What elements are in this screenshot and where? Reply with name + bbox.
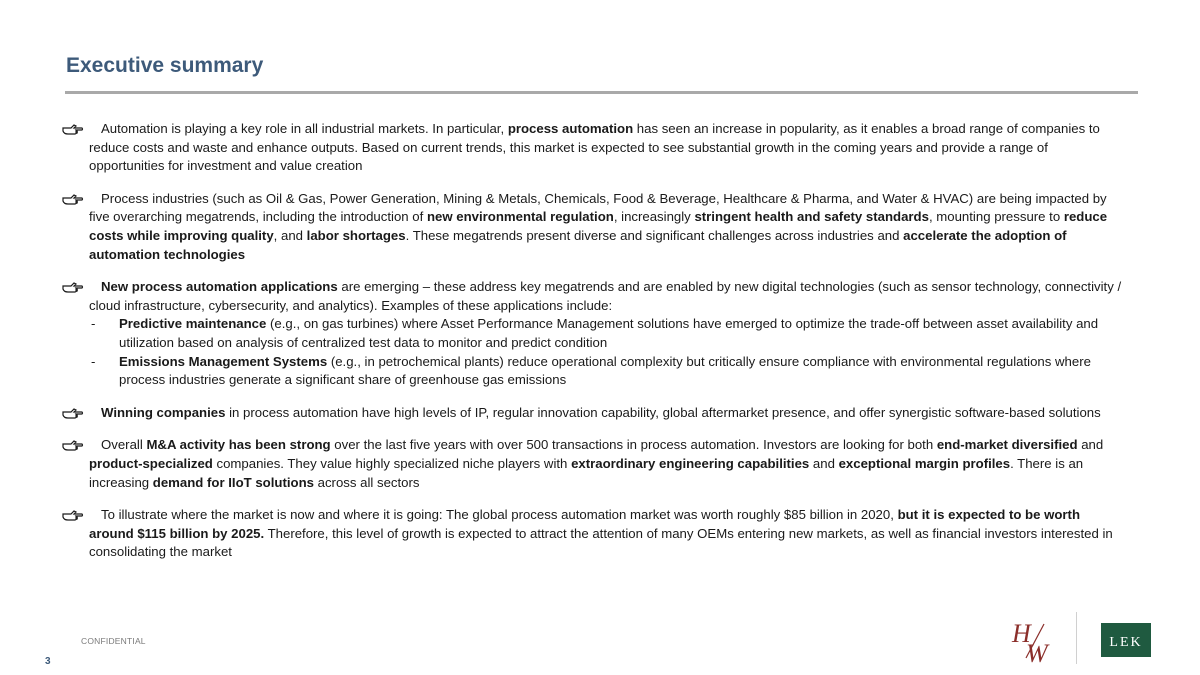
bullet-text-part: . There is an increasing bbox=[89, 455, 1084, 490]
sub-bullet-text bbox=[119, 353, 1122, 390]
bullet-text-bold: but it is expected to be worth around $115 billion by 2025. bbox=[89, 507, 1081, 541]
bullet-item bbox=[60, 404, 1122, 423]
bullet-text-bold: end-market diversified bbox=[936, 437, 1078, 453]
bullet-text-bold: demand for IIoT solutions bbox=[152, 474, 314, 490]
hw-logo bbox=[1010, 618, 1062, 664]
sub-bullet-item bbox=[89, 353, 1122, 390]
sub-bullet-text bbox=[119, 315, 1122, 352]
bullet-text-part: , mounting pressure to bbox=[928, 209, 1064, 225]
bullet-text bbox=[89, 190, 1122, 264]
bullet-text-part: Overall bbox=[101, 437, 147, 453]
sub-bullet-bold: Predictive maintenance bbox=[119, 316, 267, 332]
pointing-hand-icon bbox=[62, 508, 84, 522]
bullet-text-bold: M&A activity has been strong bbox=[146, 437, 331, 453]
bullet-text-bold: new environmental regulation bbox=[426, 209, 614, 225]
bullet-text-bold: reduce costs while improving quality bbox=[89, 209, 1108, 243]
sub-bullet-part: (e.g., on gas turbines) where Asset Performance Management solutions have emerged to optimize the trade-off between asset availability and utilization based on analysis of centralized test data to monitor and predict condition bbox=[119, 316, 1099, 350]
bullet-text-bold: exceptional margin profiles bbox=[838, 455, 1011, 471]
bullet-text-bold: stringent health and safety standards bbox=[694, 209, 929, 225]
bullet-text-part: across all sectors bbox=[313, 474, 420, 490]
bullet-text-part: Automation is playing a key role in all industrial markets. In particular, bbox=[101, 121, 508, 136]
bullet-text-part: To illustrate where the market is now and where it is going: The global process automation market was worth roughly $85 billion in 2020, bbox=[101, 507, 898, 523]
bullet-text bbox=[89, 404, 1122, 423]
lek-logo: LEK bbox=[1101, 623, 1151, 657]
logo-divider bbox=[1076, 612, 1077, 664]
bullet-text-bold: Winning companies bbox=[101, 404, 226, 420]
bullet-text-part: Process industries (such as Oil & Gas, Power Generation, Mining & Metals, Chemicals, Food & Beverage, Healthcare & Pharma, and Water & HVAC) are being impacted by five overarching megatrends, including the introduction of bbox=[89, 190, 1107, 225]
bullet-item bbox=[60, 278, 1122, 390]
bullet-text-part: . These megatrends present diverse and significant challenges across industries and bbox=[405, 227, 904, 243]
bullet-text-part: Therefore, this level of growth is expected to attract the attention of many OEMs entering new markets, as well as financial investors interested in consolidating the market bbox=[89, 525, 1113, 560]
bullet-text-part: are emerging – these address key megatrends and are enabled by new digital technologies (such as sensor technology, connectivity / cloud infrastructure, cybersecurity, and analytics). Examples of these applications include: bbox=[89, 279, 1122, 313]
bullet-item bbox=[60, 436, 1122, 492]
bullet-list bbox=[60, 120, 1122, 576]
bullet-item bbox=[60, 120, 1122, 176]
bullet-item bbox=[60, 190, 1122, 264]
bullet-text-part: , increasingly bbox=[613, 209, 695, 225]
bullet-text-part: over the last five years with over 500 transactions in process automation. Investors are looking for both bbox=[330, 437, 937, 453]
bullet-text-bold: extraordinary engineering capabilities bbox=[571, 455, 810, 471]
bullet-text-part: in process automation have high levels of IP, regular innovation capability, global aftermarket presence, and offer synergistic software-based solutions bbox=[225, 404, 1101, 420]
bullet-text-part: , and bbox=[273, 227, 307, 243]
bullet-text-bold: labor shortages bbox=[306, 227, 406, 243]
page-title: Executive summary bbox=[66, 54, 264, 77]
pointing-hand-icon bbox=[62, 192, 84, 206]
bullet-text-bold: New process automation applications bbox=[101, 279, 338, 295]
bullet-text-bold: process automation bbox=[507, 121, 634, 136]
bullet-text-part: and bbox=[1077, 437, 1104, 453]
pointing-hand-icon bbox=[62, 406, 84, 420]
title-divider bbox=[65, 91, 1138, 94]
svg-text:W: W bbox=[1026, 639, 1048, 664]
pointing-hand-icon bbox=[62, 122, 84, 136]
svg-text:H: H bbox=[1012, 619, 1031, 648]
bullet-text-part: and bbox=[809, 455, 839, 471]
bullet-text-bold: product-specialized bbox=[89, 455, 213, 471]
sub-bullet-dash: - bbox=[91, 353, 96, 369]
pointing-hand-icon bbox=[62, 438, 84, 452]
bullet-text bbox=[89, 120, 1122, 176]
sub-bullet-part: (e.g., in petrochemical plants) reduce operational complexity but critically ensure compliance with environmental regulations where process industries generate a significant share of greenhouse gas emissions bbox=[119, 353, 1091, 388]
confidential-label: CONFIDENTIAL bbox=[81, 636, 146, 646]
sub-bullet-bold: Emissions Management Systems bbox=[119, 353, 328, 369]
bullet-text bbox=[89, 506, 1122, 562]
sub-bullet-item bbox=[89, 315, 1122, 352]
bullet-text-part: has seen an increase in popularity, as it enables a broad range of companies to reduce costs and waste and enhance outputs. Based on current trends, this market is expected to see substantial growth in the coming years and provide a range of opportunities for investment and value creation bbox=[89, 121, 1100, 174]
bullet-text bbox=[89, 436, 1122, 492]
bullet-item bbox=[60, 506, 1122, 562]
sub-bullet-dash: - bbox=[91, 316, 96, 332]
bullet-text bbox=[89, 278, 1122, 315]
bullet-text-part: companies. They value highly specialized niche players with bbox=[212, 455, 572, 471]
pointing-hand-icon bbox=[62, 280, 84, 294]
bullet-text-bold: accelerate the adoption of automation technologies bbox=[89, 227, 1067, 262]
page-number: 3 bbox=[45, 656, 51, 667]
